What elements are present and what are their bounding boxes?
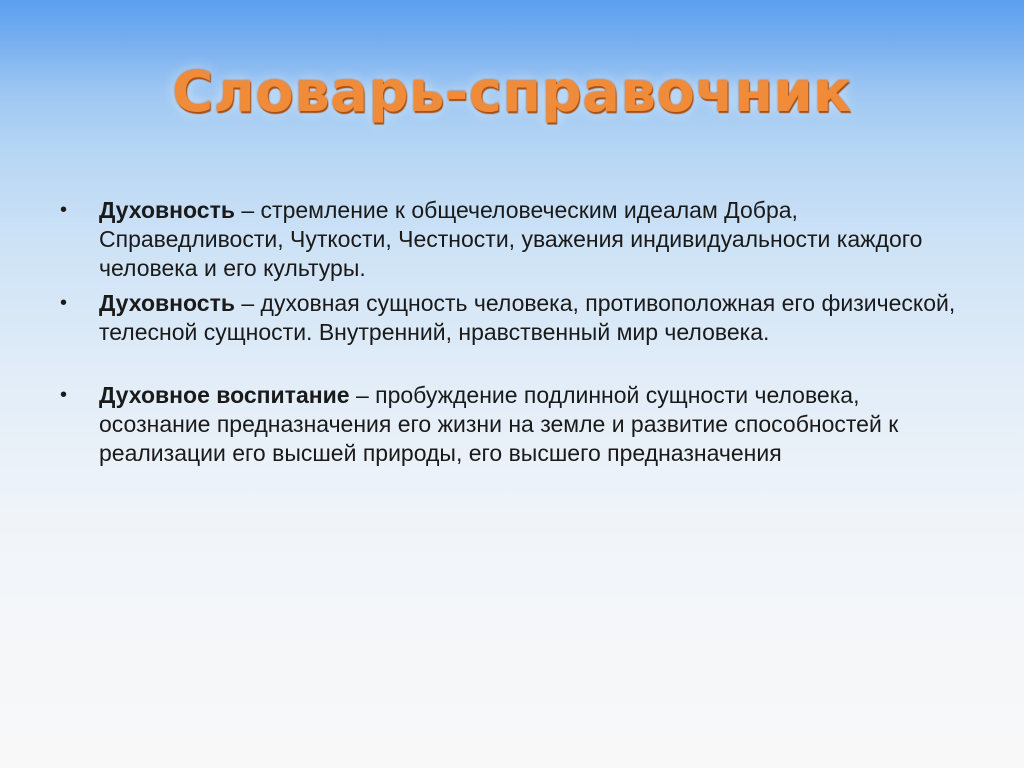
definition-item-3 bbox=[60, 381, 970, 468]
bullet-icon: • bbox=[60, 292, 68, 314]
definition-term: Духовное воспитание bbox=[99, 382, 350, 408]
definition-item-2 bbox=[60, 289, 970, 347]
definition-term: Духовность bbox=[99, 290, 235, 316]
bullet-icon: • bbox=[60, 199, 68, 221]
definition-term: Духовность bbox=[99, 197, 235, 223]
definition-list bbox=[60, 196, 970, 468]
slide-title: Словарь-справочник bbox=[172, 60, 852, 125]
definition-text: – стремление к общечеловеческим идеалам Добра, Справедливости, Чуткости, Честности, уважения индивидуальности каждого человека и его культуры. bbox=[99, 197, 923, 281]
definition-text: – духовная сущность человека, противоположная его физической, телесной сущности. Внутренний, нравственный мир человека. bbox=[99, 290, 956, 345]
bullet-icon: • bbox=[60, 384, 68, 406]
definition-item-1 bbox=[60, 196, 970, 283]
definition-text: – пробуждение подлинной сущности человека, осознание предназначения его жизни на земле и развитие способностей к реализации его высшей природы, его высшего предназначения bbox=[99, 382, 899, 466]
